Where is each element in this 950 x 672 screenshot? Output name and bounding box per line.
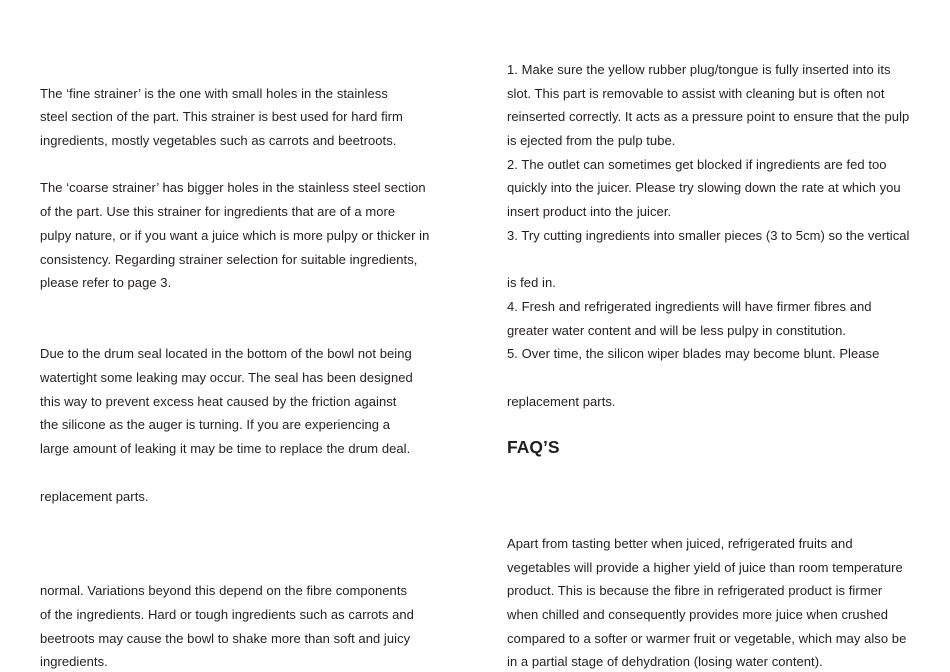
text-line: when chilled and consequently provides more juice when crushed [507,607,889,622]
text-line: please refer to page 3. [40,275,172,290]
text-line: Apart from tasting better when juiced, refrigerated fruits and [507,536,853,551]
text-line: The ‘fine strainer’ is the one with small holes in the stainless [40,86,388,101]
text-line: large amount of leaking it may be time to replace the drum deal. [40,441,411,456]
text-line: steel section of the part. This strainer is best used for hard firm [40,109,403,124]
text-line: this way to prevent excess heat caused by the friction against [40,394,397,409]
text-line: beetroots may cause the bowl to shake more than soft and juicy [40,631,411,646]
text-line: ingredients, mostly vegetables such as carrots and beetroots. [40,133,397,148]
text-line: normal. Variations beyond this depend on the fibre components [40,583,408,598]
text-line: ingredients. [40,654,108,669]
text-line: is fed in. [507,275,556,290]
text-line: of the part. Use this strainer for ingredients that are of a more [40,204,396,219]
text-line: pulpy nature, or if you want a juice which is more pulpy or thicker in [40,228,430,243]
text-line: in a partial stage of dehydration (losing water content). [507,654,823,669]
text-line: consistency. Regarding strainer selection for suitable ingredients, [40,252,418,267]
text-line: compared to a softer or warmer fruit or vegetable, which may also be [507,631,907,646]
text-line: watertight some leaking may occur. The seal has been designed [40,370,413,385]
text-line: is ejected from the pulp tube. [507,133,676,148]
replacement-parts-text: replacement parts. [507,394,616,409]
faq-heading: FAQ’S [507,437,560,457]
text-line: 4. Fresh and refrigerated ingredients will have firmer fibres and [507,299,872,314]
text-line: quickly into the juicer. Please try slowing down the rate at which you [507,180,901,195]
text-line: 1. Make sure the yellow rubber plug/tongue is fully inserted into its [507,62,891,77]
text-line: slot. This part is removable to assist with cleaning but is often not [507,86,885,101]
text-line: product. This is because the fibre in refrigerated product is firmer [507,583,883,598]
text-line: The ‘coarse strainer’ has bigger holes in the stainless steel section [40,180,426,195]
text-line: reinserted correctly. It acts as a pressure point to ensure that the pulp [507,109,910,124]
text-line: insert product into the juicer. [507,204,672,219]
text-line: 3. Try cutting ingredients into smaller pieces (3 to 5cm) so the vertical [507,228,910,243]
text-line: greater water content and will be less pulpy in constitution. [507,323,847,338]
text-line: 5. Over time, the silicon wiper blades may become blunt. Please [507,346,880,361]
text-line: of the ingredients. Hard or tough ingredients such as carrots and [40,607,414,622]
text-line: Due to the drum seal located in the bottom of the bowl not being [40,346,412,361]
replacement-parts-text: replacement parts. [40,489,149,504]
text-line: 2. The outlet can sometimes get blocked if ingredients are fed too [507,157,887,172]
text-line: the silicone as the auger is turning. If you are experiencing a [40,417,391,432]
text-line: vegetables will provide a higher yield of juice than room temperature [507,560,903,575]
